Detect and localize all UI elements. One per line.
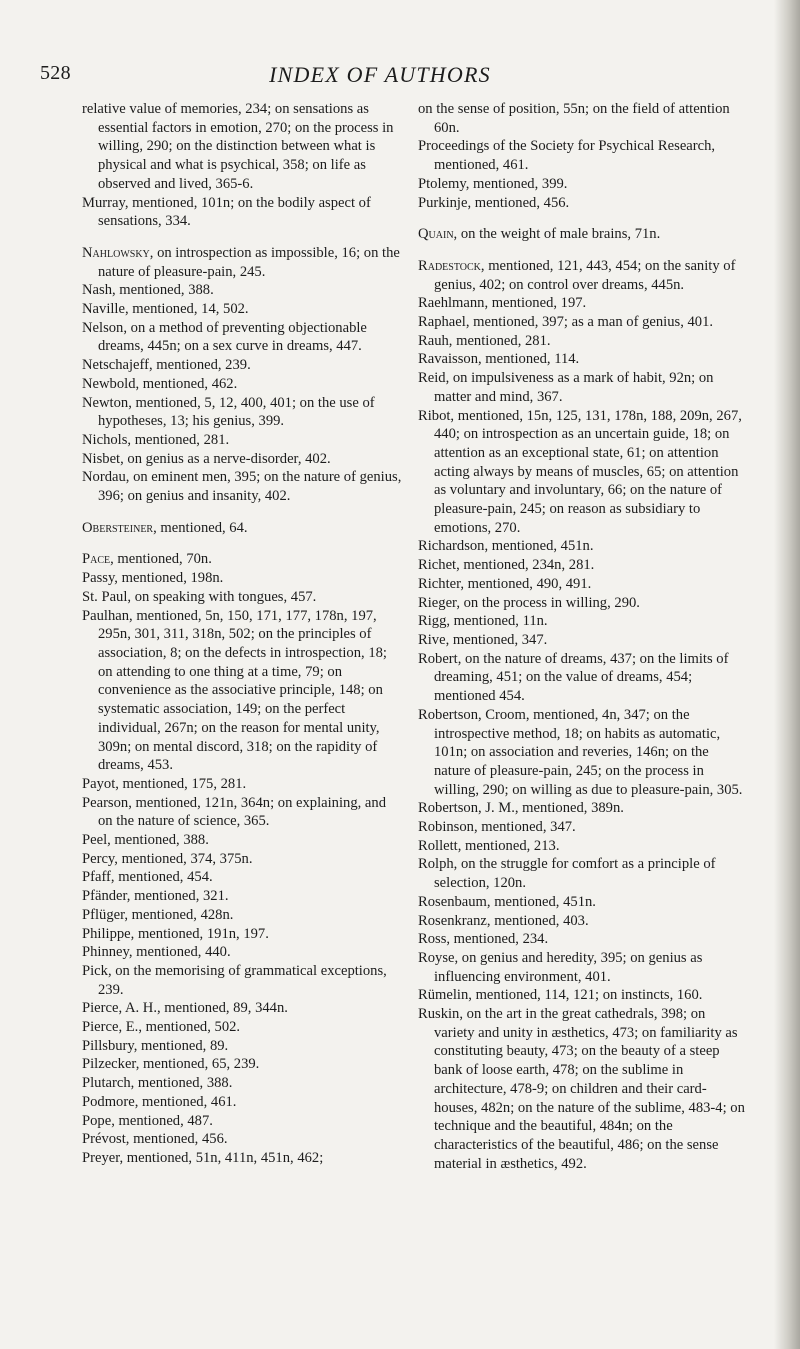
page-edge-shadow xyxy=(774,0,800,1349)
index-entry: Rive, mentioned, 347. xyxy=(418,631,548,648)
index-entry: Richardson, mentioned, 451n. xyxy=(418,538,594,555)
index-entry: Passy, mentioned, 198n. xyxy=(82,570,224,587)
letter-section-gap xyxy=(82,231,402,244)
page-header xyxy=(40,62,720,92)
index-entry: Ruskin, on the art in the great cathedrals, 398; on variety and unity in æsthetics, 473; on familiarity as constituting beauty, 473; on the beauty of a steep bank of loose earth, 478; on the sublime in architecture, 478-9; on children and their card-houses, 482n; on the nature of the sublime, 483-4; on technique and the beautiful, 484n; on the characteristics of the beautiful, 486; on the sense material in æsthetics, 492. xyxy=(418,1006,745,1172)
index-entry: Pick, on the memorising of grammatical exceptions, 239. xyxy=(82,962,387,998)
index-entry: Robertson, Croom, mentioned, 4n, 347; on the introspective method, 18; on habits as automatic, 101n; on association and reveries, 146n; on the nature of pleasure-pain, 245; on the process in willing, 290; on willing as due to pleasure-pain, 305. xyxy=(418,706,743,798)
index-entry: Preyer, mentioned, 51n, 411n, 451n, 462; xyxy=(82,1149,324,1166)
letter-section-gap xyxy=(82,537,402,550)
index-entry: Radestock, mentioned, 121, 443, 454; on the sanity of genius, 402; on control over dreams, 445n. xyxy=(418,257,736,293)
letter-section-gap xyxy=(82,506,402,519)
index-entry: Newton, mentioned, 5, 12, 400, 401; on the use of hypotheses, 13; his genius, 399. xyxy=(82,394,375,430)
index-entry: Percy, mentioned, 374, 375n. xyxy=(82,850,253,867)
index-entry: Robertson, J. M., mentioned, 389n. xyxy=(418,800,624,817)
index-entry: on the sense of position, 55n; on the field of attention 60n. xyxy=(418,101,730,136)
index-entry: relative value of memories, 234; on sensations as essential factors in emotion, 270; on the process in willing, 290; on the distinction between what is physical and what is psychical, 358; on life as observed and lived, 365-6. xyxy=(82,101,394,192)
index-entry: Paulhan, mentioned, 5n, 150, 171, 177, 178n, 197, 295n, 301, 311, 318n, 502; on the principles of association, 8; on the defects in introspection, 18; on attending to one thing at a time, 79; on convenience as the associative principle, 148; on systematic association, 149; on the perfect individual, 267n; on the reason for mental unity, 309n; on mental discord, 318; on the rapidity of dreams, 453. xyxy=(82,607,387,774)
index-entry: Robert, on the nature of dreams, 437; on the limits of dreaming, 451; on the value of dreams, 454; mentioned 454. xyxy=(418,650,729,705)
index-entry: Pillsbury, mentioned, 89. xyxy=(82,1037,229,1054)
index-entry: Reid, on impulsiveness as a mark of habit, 92n; on matter and mind, 367. xyxy=(418,370,714,405)
letter-section-gap xyxy=(418,212,748,225)
index-entry: Pflüger, mentioned, 428n. xyxy=(82,906,234,923)
index-entry: Nash, mentioned, 388. xyxy=(82,282,214,299)
index-entry: Pfänder, mentioned, 321. xyxy=(82,888,229,905)
index-entry: Pace, mentioned, 70n. xyxy=(82,551,212,568)
index-entry: Murray, mentioned, 101n; on the bodily aspect of sensations, 334. xyxy=(82,194,371,230)
index-entry: Peel, mentioned, 388. xyxy=(82,832,209,849)
index-entry: Rigg, mentioned, 11n. xyxy=(418,613,548,630)
index-entry: Phinney, mentioned, 440. xyxy=(82,944,231,961)
index-entry: Netschajeff, mentioned, 239. xyxy=(82,357,251,374)
index-entry: Pierce, A. H., mentioned, 89, 344n. xyxy=(82,1000,288,1017)
index-entry: Ross, mentioned, 234. xyxy=(418,931,549,948)
index-entry: Proceedings of the Society for Psychical Research, mentioned, 461. xyxy=(418,138,716,174)
index-entry: Obersteiner, mentioned, 64. xyxy=(82,519,248,536)
index-entry: Pilzecker, mentioned, 65, 239. xyxy=(82,1056,260,1073)
index-entry: Plutarch, mentioned, 388. xyxy=(82,1075,233,1092)
index-column-left xyxy=(82,100,402,1168)
page-number: 528 xyxy=(40,62,71,84)
index-entry: Payot, mentioned, 175, 281. xyxy=(82,775,247,792)
index-entry: Ptolemy, mentioned, 399. xyxy=(418,175,568,192)
letter-section-gap xyxy=(418,244,748,257)
index-entry: Prévost, mentioned, 456. xyxy=(82,1131,228,1148)
index-entry: Purkinje, mentioned, 456. xyxy=(418,194,570,211)
index-entry: Rosenkranz, mentioned, 403. xyxy=(418,912,589,929)
index-entry: Richet, mentioned, 234n, 281. xyxy=(418,557,595,574)
index-entry: Richter, mentioned, 490, 491. xyxy=(418,575,592,592)
index-entry: Nichols, mentioned, 281. xyxy=(82,431,230,448)
index-entry: Nahlowsky, on introspection as impossible, 16; on the nature of pleasure-pain, 245. xyxy=(82,244,400,280)
index-entry: Pfaff, mentioned, 454. xyxy=(82,869,213,886)
index-entry: Pope, mentioned, 487. xyxy=(82,1112,213,1129)
index-entry: Pearson, mentioned, 121n, 364n; on explaining, and on the nature of science, 365. xyxy=(82,794,386,830)
index-column-right xyxy=(418,100,748,1173)
index-entry: Nelson, on a method of preventing objectionable dreams, 445n; on a sex curve in dreams, 447. xyxy=(82,319,367,355)
index-entry: Ravaisson, mentioned, 114. xyxy=(418,351,580,368)
index-entry: Royse, on genius and heredity, 395; on genius as influencing environment, 401. xyxy=(418,949,703,985)
index-entry: Raphael, mentioned, 397; as a man of genius, 401. xyxy=(418,314,714,331)
index-entry: Raehlmann, mentioned, 197. xyxy=(418,295,587,312)
index-entry: Rollett, mentioned, 213. xyxy=(418,837,560,854)
index-entry: Nordau, on eminent men, 395; on the nature of genius, 396; on genius and insanity, 402. xyxy=(82,469,402,505)
index-entry: Philippe, mentioned, 191n, 197. xyxy=(82,925,269,942)
index-entry: Newbold, mentioned, 462. xyxy=(82,375,238,392)
index-entry: St. Paul, on speaking with tongues, 457. xyxy=(82,588,317,605)
index-entry: Pierce, E., mentioned, 502. xyxy=(82,1019,241,1036)
index-entry: Rauh, mentioned, 281. xyxy=(418,332,551,349)
index-entry: Rümelin, mentioned, 114, 121; on instincts, 160. xyxy=(418,987,703,1004)
index-entry: Rosenbaum, mentioned, 451n. xyxy=(418,893,596,910)
index-entry: Robinson, mentioned, 347. xyxy=(418,819,576,836)
index-entry: Podmore, mentioned, 461. xyxy=(82,1093,237,1110)
index-entry: Rieger, on the process in willing, 290. xyxy=(418,594,640,611)
running-title: INDEX OF AUTHORS xyxy=(269,62,491,87)
index-entry: Quain, on the weight of male brains, 71n. xyxy=(418,226,661,243)
index-entry: Naville, mentioned, 14, 502. xyxy=(82,301,249,318)
index-entry: Nisbet, on genius as a nerve-disorder, 402. xyxy=(82,450,331,467)
index-entry: Ribot, mentioned, 15n, 125, 131, 178n, 188, 209n, 267, 440; on introspection as an uncertain guide, 18; on attention as an exceptional state, 61; on attention acting always by means of muscles, 65; on attention as voluntary and involuntary, 66; on the nature of pleasure-pain, 245; on reason as subsidiary to emotions, 270. xyxy=(418,407,742,536)
index-entry: Rolph, on the struggle for comfort as a principle of selection, 120n. xyxy=(418,856,716,892)
